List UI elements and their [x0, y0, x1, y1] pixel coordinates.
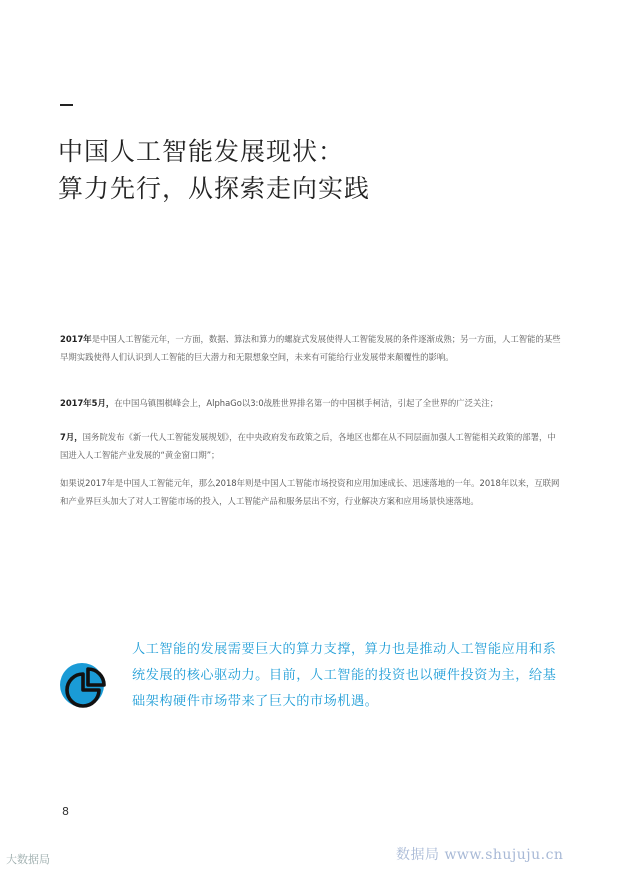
page-number: 8: [62, 805, 69, 818]
title-dash: [60, 104, 73, 106]
paragraph-text: 国务院发布《新一代人工智能发展规划》，在中央政府发布政策之后，各地区也都在从不同层面加强人工智能相关政策的部署，中国进入人工智能产业发展的“黄金窗口期”；: [60, 432, 556, 460]
paragraph-text: 是中国人工智能元年，一方面，数据、算法和算力的螺旋式发展使得人工智能发展的条件逐渐成熟；另一方面，人工智能的某些早期实践使得人们认识到人工智能的巨大潜力和无限想象空间，未来有可能给行业发展带来颠覆性的影响。: [60, 334, 561, 362]
paragraph: [60, 394, 563, 412]
paragraph: [60, 330, 563, 366]
paragraph-lead: 2017年: [60, 334, 92, 344]
paragraph: [60, 474, 563, 510]
paragraph-text: 在中国乌镇围棋峰会上，AlphaGo以3:0战胜世界排名第一的中国棋手柯洁，引起了全世界的广泛关注；: [114, 398, 499, 408]
callout-text: 人工智能的发展需要巨大的算力支撑，算力也是推动人工智能应用和系统发展的核心驱动力。目前，人工智能的投资也以硬件投资为主，给基础架构硬件市场带来了巨大的市场机遇。: [132, 642, 557, 709]
paragraph-lead: 2017年5月，: [60, 398, 115, 408]
paragraph: [60, 428, 563, 464]
page-title-line-2: 算力先行，从探索走向实践: [58, 174, 371, 203]
pie-chart-icon: [58, 661, 114, 717]
page-title-line-1: 中国人工智能发展现状：: [58, 137, 345, 166]
paragraph-text: 如果说2017年是中国人工智能元年，那么2018年则是中国人工智能市场投资和应用加速成长、迅速落地的一年。2018年以来，互联网和产业界巨头加大了对人工智能市场的投入，人工智能产品和服务层出不穷，行业解决方案和应用场景快速落地。: [60, 478, 560, 506]
page-title: [58, 133, 370, 207]
watermark-right: 数据局 www.shujuju.cn: [396, 847, 564, 863]
watermark-left: 大数据局: [6, 853, 50, 866]
paragraph-lead: 7月，: [60, 432, 83, 442]
